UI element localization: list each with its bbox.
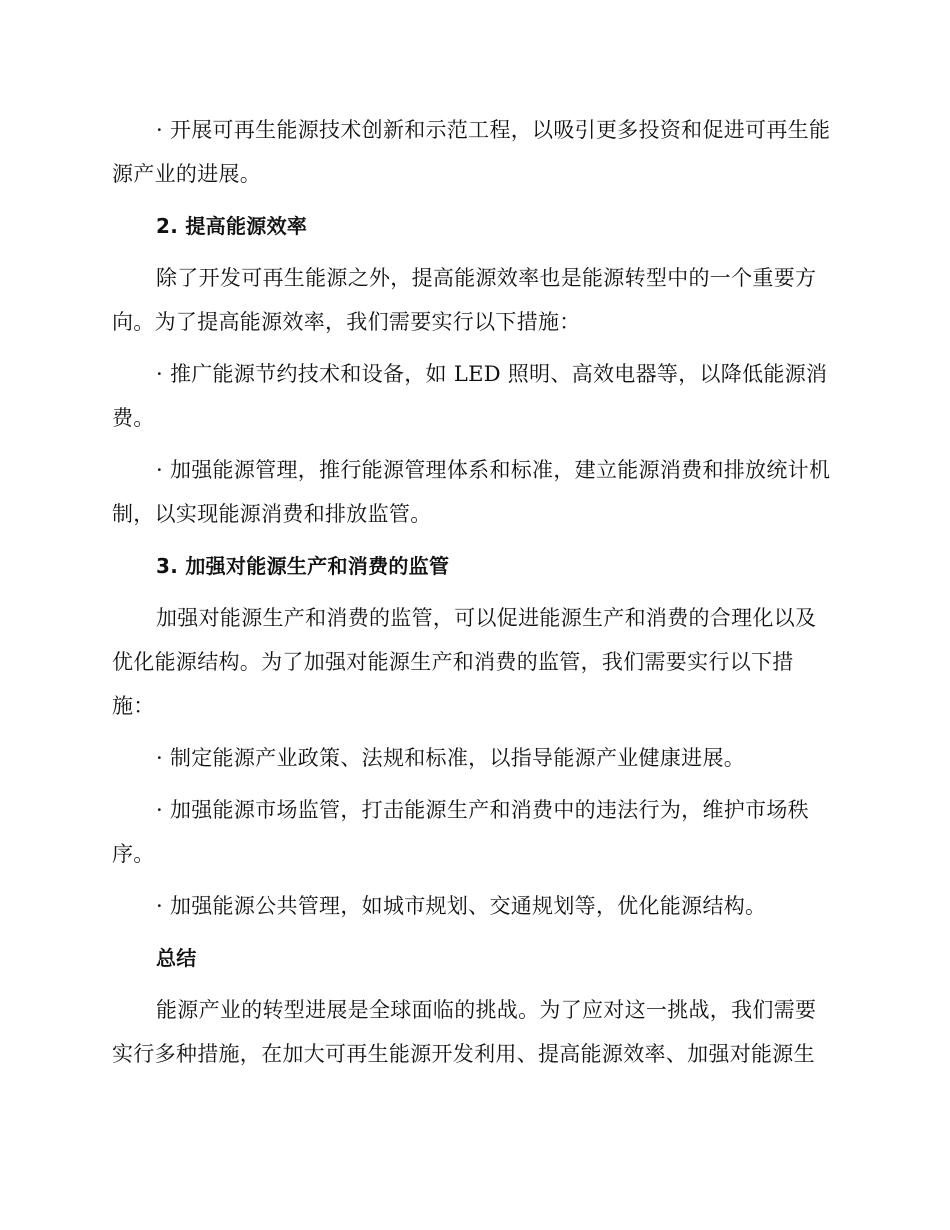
bullet-renewable-innovation: · 开展可再生能源技术创新和示范工程，以吸引更多投资和促进可再生能源产业的进展。 [112, 118, 831, 186]
paragraph-energy-efficiency-intro: 除了开发可再生能源之外，提高能源效率也是能源转型中的一个重要方向。为了提高能源效率，我们需要实行以下措施： [112, 266, 817, 334]
bullet-market-supervision: · 加强能源市场监管，打击能源生产和消费中的违法行为，维护市场秩序。 [112, 798, 809, 866]
bullet-public-management: · 加强能源公共管理，如城市规划、交通规划等，优化能源结构。 [156, 894, 767, 918]
section-heading-regulation: 3. 加强对能源生产和消费的监管 [156, 554, 450, 578]
section-heading-energy-efficiency: 2. 提高能源效率 [156, 214, 308, 238]
bullet-energy-management: · 加强能源管理，推行能源管理体系和标准，建立能源消费和排放统计机制，以实现能源消费和排放监管。 [112, 458, 831, 526]
bullet-industry-policy: · 制定能源产业政策、法规和标准，以指导能源产业健康进展。 [156, 746, 746, 770]
paragraph-regulation-intro: 加强对能源生产和消费的监管，可以促进能源生产和消费的合理化以及优化能源结构。为了加强对能源生产和消费的监管，我们需要实行以下措施： [112, 606, 817, 718]
paragraph-summary: 能源产业的转型进展是全球面临的挑战。为了应对这一挑战，我们需要实行多种措施，在加大可再生能源开发利用、提高能源效率、加强对能源生 [112, 998, 817, 1066]
document-body [112, 108, 832, 1084]
bullet-energy-saving-tech: · 推广能源节约技术和设备，如 LED 照明、高效电器等，以降低能源消费。 [112, 362, 828, 430]
section-heading-summary: 总结 [156, 946, 197, 970]
